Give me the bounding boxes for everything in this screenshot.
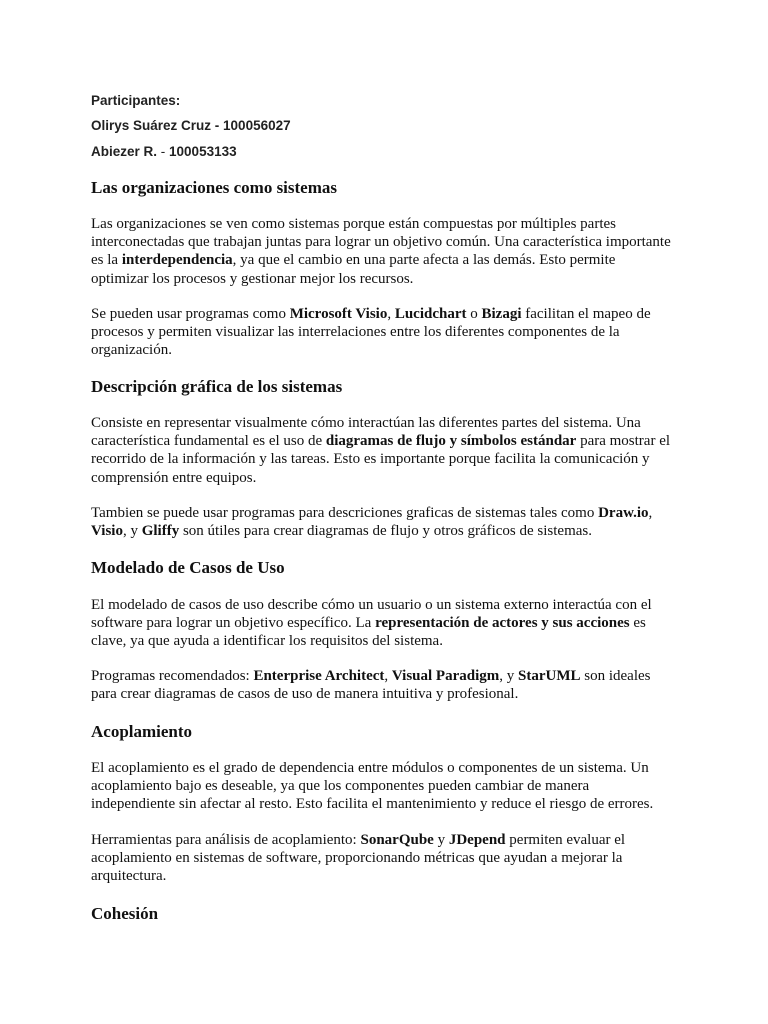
term-microsoft-visio: Microsoft Visio bbox=[289, 306, 388, 322]
paragraph-descripcion-1 bbox=[91, 414, 670, 487]
term-bizagi: Bizagi bbox=[481, 306, 522, 322]
section-title-acoplamiento: Acoplamiento bbox=[91, 722, 193, 741]
term-diagramas-flujo: diagramas de flujo y símbolos estándar bbox=[325, 433, 577, 450]
participants-label: Participantes: bbox=[91, 93, 181, 108]
paragraph-casos-uso-1 bbox=[91, 596, 652, 651]
text-line: acoplamiento bajo es deseable, ya que los componentes pueden cambiar de manera bbox=[91, 778, 590, 795]
text-line: comprensión entre equipos. bbox=[91, 469, 257, 486]
text-line: característica fundamental es el uso de diagramas de flujo y símbolos estándar para mostrar el bbox=[91, 433, 671, 450]
text-line: acoplamiento en sistemas de software, proporcionando métricas que ayudan a mejorar la bbox=[91, 850, 623, 867]
term-drawio: Draw.io bbox=[598, 505, 649, 521]
text-line: Se pueden usar programas como Microsoft Visio, Lucidchart o Bizagi facilitan el mapeo de bbox=[91, 306, 651, 322]
text-line: organización. bbox=[91, 342, 172, 359]
term-visio: Visio bbox=[91, 523, 123, 540]
text-line: interconectadas que trabajan juntas para lograr un objetivo común. Una característica importante bbox=[91, 234, 671, 251]
participant-2-id: 100053133 bbox=[169, 144, 237, 159]
section-title-organizaciones: Las organizaciones como sistemas bbox=[91, 178, 338, 197]
participant-2-name: Abiezer R. bbox=[91, 144, 158, 159]
text-line: independiente sin afectar al resto. Esto facilita el mantenimiento y reduce el riesgo de errores. bbox=[91, 796, 654, 813]
text-line: Programas recomendados: Enterprise Architect, Visual Paradigm, y StarUML son ideales bbox=[91, 668, 651, 684]
term-gliffy: Gliffy bbox=[141, 523, 180, 540]
text-line: Herramientas para análisis de acoplamiento: SonarQube y JDepend permiten evaluar el bbox=[91, 832, 626, 848]
text-line: El acoplamiento es el grado de dependencia entre módulos o componentes de un sistema. Un bbox=[91, 760, 649, 776]
paragraph-acoplamiento-2 bbox=[91, 831, 625, 886]
term-lucidchart: Lucidchart bbox=[394, 306, 467, 322]
text-line: arquitectura. bbox=[91, 868, 167, 885]
paragraph-acoplamiento-1 bbox=[91, 759, 653, 814]
text-line: procesos y permiten visualizar las interrelaciones entre los diferentes componentes de la bbox=[91, 324, 620, 341]
text-line: es la interdependencia, ya que el cambio en una parte afecta a las demás. Esto permite bbox=[91, 252, 616, 269]
text-line: Visio, y Gliffy son útiles para crear diagramas de flujo y otros gráficos de sistemas. bbox=[91, 523, 592, 540]
term-visual-paradigm: Visual Paradigm bbox=[391, 668, 500, 684]
text-line: para crear diagramas de casos de uso de manera intuitiva y profesional. bbox=[91, 686, 519, 703]
text-line: El modelado de casos de uso describe cómo un usuario o un sistema externo interactúa con el bbox=[91, 597, 652, 613]
participant-2-dash: - bbox=[157, 144, 170, 159]
text-line: Las organizaciones se ven como sistemas porque están compuestas por múltiples partes bbox=[91, 216, 616, 232]
text-line: Tambien se puede usar programas para descriciones graficas de sistemas tales como Draw.io, bbox=[91, 505, 653, 521]
term-actores-acciones: representación de actores y sus acciones bbox=[375, 615, 630, 632]
paragraph-casos-uso-2 bbox=[91, 667, 651, 703]
text-line: software para lograr un objetivo específico. La representación de actores y sus acciones es bbox=[91, 615, 646, 632]
term-jdepend: JDepend bbox=[448, 832, 506, 848]
text-line: optimizar los procesos y gestionar mejor los recursos. bbox=[91, 270, 414, 287]
term-staruml: StarUML bbox=[518, 668, 581, 684]
paragraph-organizaciones-2 bbox=[91, 305, 651, 360]
paragraph-descripcion-2 bbox=[91, 504, 652, 540]
section-title-cohesion: Cohesión bbox=[91, 904, 159, 923]
participant-2 bbox=[91, 144, 237, 159]
participant-1: Olirys Suárez Cruz - 100056027 bbox=[91, 118, 291, 133]
term-interdependencia: interdependencia bbox=[121, 252, 233, 269]
term-enterprise-architect: Enterprise Architect bbox=[253, 668, 385, 684]
term-sonarqube: SonarQube bbox=[360, 832, 434, 848]
text-line: recorrido de la información y las tareas. Esto es importante porque facilita la comunicación y bbox=[91, 451, 650, 468]
text-line: Consiste en representar visualmente cómo interactúan las diferentes partes del sistema. Una bbox=[91, 415, 641, 431]
section-title-descripcion-grafica: Descripción gráfica de los sistemas bbox=[91, 377, 343, 396]
text-line: clave, ya que ayuda a identificar los requisitos del sistema. bbox=[91, 633, 443, 650]
paragraph-organizaciones-1 bbox=[91, 215, 671, 288]
section-title-casos-de-uso: Modelado de Casos de Uso bbox=[91, 558, 285, 577]
